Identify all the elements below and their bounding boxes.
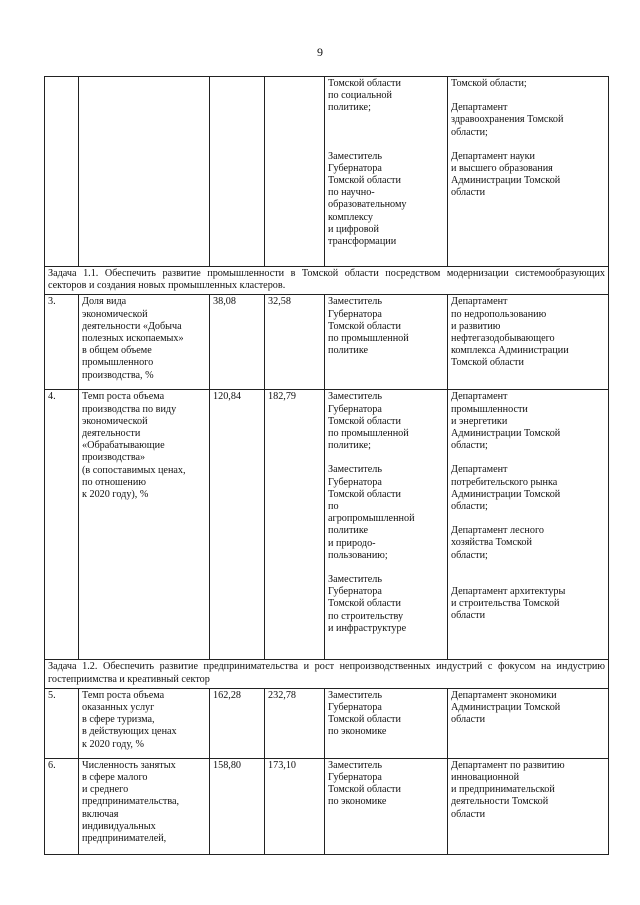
cell-number: 3. <box>45 295 79 390</box>
task-heading: Задача 1.2. Обеспечить развитие предпринимательства и рост непроизводственных индустрий с фокусом на индустрию гостеприимства и креативный сектор <box>45 660 609 688</box>
cell-value-1: 158,80 <box>210 758 265 854</box>
executor-text: Департамент лесного хозяйства Томской области; <box>451 525 544 561</box>
executor-text: Департамент науки и высшего образования Администрации Томской области <box>451 150 561 199</box>
cell-value-2: 182,79 <box>265 390 325 660</box>
cell-indicator: Темп роста объема производства по виду экономической деятельности «Обрабатывающие производства» (в сопоставимых ценах, по отношению к 2020 году), % <box>79 390 210 660</box>
cell-executor <box>448 688 609 758</box>
page-number: 9 <box>317 45 323 59</box>
cell-indicator: Численность занятых в сфере малого и среднего предпринимательства, включая индивидуальных предпринимателей, <box>79 758 210 854</box>
task-row <box>45 660 609 688</box>
curator-text: Томской области по социальной политике; <box>328 78 401 114</box>
cell-value-1: 38,08 <box>210 295 265 390</box>
executor-text: Департамент по развитию инновационной и предпринимательской деятельности Томской области <box>451 759 565 820</box>
cell-curator <box>325 758 448 854</box>
cell-indicator: Доля вида экономической деятельности «Добыча полезных ископаемых» в общем объеме промышленного производства, % <box>79 295 210 390</box>
cell-value-1: 162,28 <box>210 688 265 758</box>
cell-number <box>45 77 79 267</box>
cell-value-2: 232,78 <box>265 688 325 758</box>
executor-text: Департамент экономики Администрации Томской области <box>451 689 561 726</box>
executor-text: Департамент по недропользованию и развитию нефтегазодобывающего комплекса Администрации Томской области <box>451 296 569 369</box>
cell-value-1: 120,84 <box>210 390 265 660</box>
cell-number: 4. <box>45 390 79 660</box>
cell-number: 5. <box>45 688 79 758</box>
executor-text: Томской области; <box>451 78 527 89</box>
cell-executor <box>448 77 609 267</box>
curator-text: Заместитель Губернатора Томской области по агропромышленной политике и природо- пользованию; <box>328 464 415 561</box>
task-row <box>45 267 609 295</box>
cell-value-1 <box>210 77 265 267</box>
table-row <box>45 77 609 267</box>
curator-text: Заместитель Губернатора Томской области по промышленной политике; <box>328 391 409 452</box>
executor-text: Департамент архитектуры и строительства Томской области <box>451 585 566 622</box>
table-row <box>45 295 609 390</box>
table-row <box>45 688 609 758</box>
cell-number: 6. <box>45 758 79 854</box>
cell-value-2 <box>265 77 325 267</box>
cell-executor <box>448 758 609 854</box>
cell-curator <box>325 688 448 758</box>
cell-executor <box>448 390 609 660</box>
cell-curator <box>325 295 448 390</box>
cell-value-2: 173,10 <box>265 758 325 854</box>
cell-executor <box>448 295 609 390</box>
executor-text: Департамент промышленности и энергетики Администрации Томской области; <box>451 391 561 452</box>
curator-text: Заместитель Губернатора Томской области по строительству и инфраструктуре <box>328 574 407 634</box>
cell-curator <box>325 390 448 660</box>
cell-indicator: Темп роста объема оказанных услуг в сфере туризма, в действующих ценах к 2020 году, % <box>79 688 210 758</box>
table-row <box>45 390 609 660</box>
curator-text: Заместитель Губернатора Томской области по научно- образовательному комплексу и цифровой трансформации <box>328 150 407 248</box>
cell-indicator <box>79 77 210 267</box>
curator-text: Заместитель Губернатора Томской области по промышленной политике <box>328 296 409 357</box>
executor-text: Департамент здравоохранения Томской области; <box>451 102 564 138</box>
table-row <box>45 758 609 854</box>
task-heading: Задача 1.1. Обеспечить развитие промышленности в Томской области посредством модернизации системообразующих секторов и создания новых промышленных кластеров. <box>45 267 609 295</box>
indicators-table <box>44 76 609 855</box>
cell-value-2: 32,58 <box>265 295 325 390</box>
curator-text: Заместитель Губернатора Томской области по экономике <box>328 759 401 808</box>
curator-text: Заместитель Губернатора Томской области по экономике <box>328 689 401 738</box>
executor-text: Департамент потребительского рынка Администрации Томской области; <box>451 464 561 513</box>
cell-curator <box>325 77 448 267</box>
